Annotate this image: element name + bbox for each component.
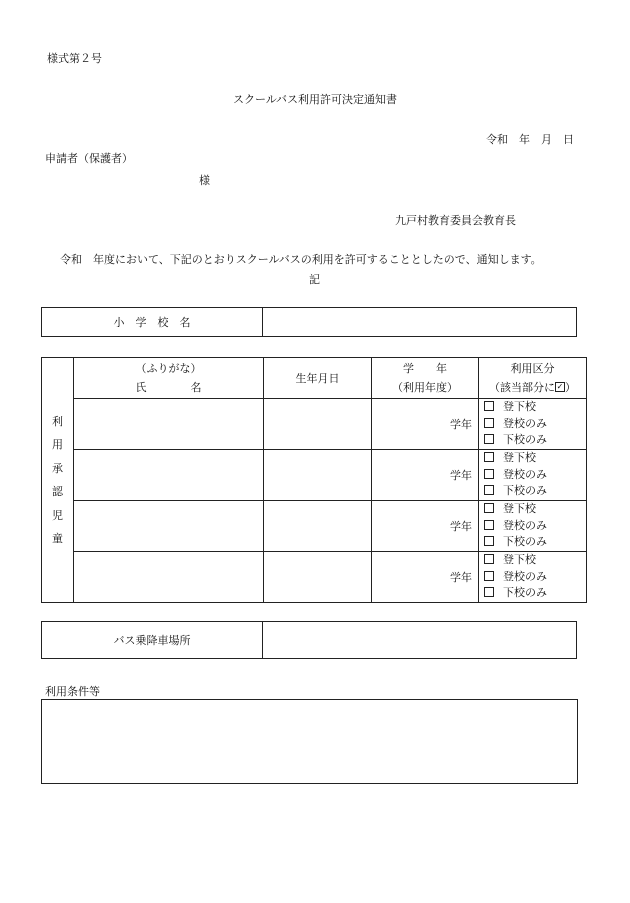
form-number: 様式第２号 [47,52,102,65]
option-to-school-checkbox[interactable]: 登校のみ [479,416,586,433]
checked-box-icon: ✓ [556,382,564,391]
checkbox-icon[interactable] [484,536,494,546]
applicant-label: 申請者（保護者） [45,152,133,165]
grade-header-sub: （利用年度） [392,381,458,394]
honorific: 様 [199,174,210,187]
birthdate-cell[interactable] [264,552,372,603]
birthdate-cell[interactable] [264,450,372,501]
grade-suffix: 学年 [450,520,472,533]
checkbox-icon[interactable] [484,554,494,564]
option-to-school-checkbox[interactable]: 登校のみ [479,518,586,535]
usage-options-cell [479,552,587,603]
child-name-cell[interactable] [74,501,264,552]
checkbox-icon[interactable] [484,469,494,479]
option-both-checkbox[interactable]: 登下校 [479,450,586,467]
conditions-box[interactable] [41,699,578,784]
table-row [42,501,587,552]
table-row [42,552,587,603]
grade-header [372,358,479,399]
option-both-checkbox[interactable]: 登下校 [479,399,586,416]
furigana-header: （ふりがな） [135,362,202,375]
option-from-school-checkbox[interactable]: 下校のみ [479,483,586,500]
option-from-school-checkbox[interactable]: 下校のみ [479,534,586,551]
grade-header-label: 学 年 [403,362,447,375]
usage-options-cell [479,501,587,552]
birthdate-cell[interactable] [264,501,372,552]
checkbox-icon[interactable] [484,503,494,513]
usage-options-cell [479,399,587,450]
option-to-school-checkbox[interactable]: 登校のみ [479,467,586,484]
notice-body: 令和 年度において、下記のとおりスクールバスの利用を許可することとしたので、通知します。 [60,253,542,266]
usage-options-cell [479,450,587,501]
school-name-table [41,307,577,337]
grade-suffix: 学年 [450,469,472,482]
date-line: 令和 年 月 日 [486,133,574,146]
birthdate-cell[interactable] [264,399,372,450]
table-row [42,450,587,501]
checkbox-icon[interactable] [484,418,494,428]
checkbox-icon[interactable] [484,452,494,462]
grade-suffix: 学年 [450,418,472,431]
checkbox-icon[interactable] [484,520,494,530]
birthdate-header: 生年月日 [264,358,372,399]
grade-cell[interactable] [372,552,479,603]
ki-label: 記 [309,273,320,286]
checkbox-icon[interactable] [484,434,494,444]
approved-children-side-label: 利 用 承 認 児 童 [42,358,74,603]
grade-cell[interactable] [372,501,479,552]
option-from-school-checkbox[interactable]: 下校のみ [479,585,586,602]
grade-cell[interactable] [372,450,479,501]
child-name-cell[interactable] [74,399,264,450]
name-header-label: 氏 名 [135,381,202,394]
checkbox-icon[interactable] [484,485,494,495]
option-both-checkbox[interactable]: 登下校 [479,501,586,518]
name-header [74,358,264,399]
issuer: 九戸村教育委員会教育長 [395,214,516,227]
children-table [41,357,587,603]
bus-stop-field[interactable] [263,622,577,659]
table-row [42,399,587,450]
option-to-school-checkbox[interactable]: 登校のみ [479,569,586,586]
option-from-school-checkbox[interactable]: 下校のみ [479,432,586,449]
usage-header-sub: （該当部分に ✓ ） [489,381,576,394]
checkbox-icon[interactable] [484,587,494,597]
child-name-cell[interactable] [74,552,264,603]
school-name-field[interactable] [263,308,577,337]
usage-header [479,358,587,399]
document-title: スクールバス利用許可決定通知書 [232,93,397,106]
grade-suffix: 学年 [450,571,472,584]
usage-header-label: 利用区分 [510,362,555,375]
option-both-checkbox[interactable]: 登下校 [479,552,586,569]
child-name-cell[interactable] [74,450,264,501]
school-name-label: 小 学 校 名 [42,308,263,337]
checkbox-icon[interactable] [484,401,494,411]
bus-stop-table [41,621,577,659]
checkbox-icon[interactable] [484,571,494,581]
grade-cell[interactable] [372,399,479,450]
bus-stop-label: バス乗降車場所 [42,622,263,659]
conditions-label: 利用条件等 [45,685,100,698]
